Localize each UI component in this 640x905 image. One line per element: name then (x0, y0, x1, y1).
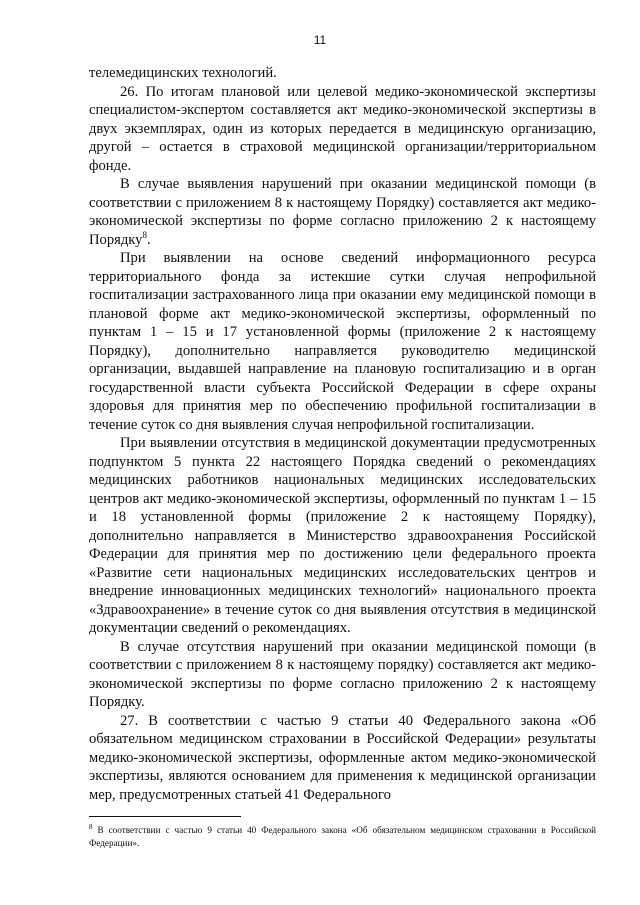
paragraph-violations (89, 175, 596, 249)
footnote-divider (89, 816, 241, 817)
paragraph-missing-documentation: При выявлении отсутствия в медицинской документации предусмотренных подпунктом 5 пункта 22 настоящего Порядка сведений о рекомендациях медицинских работников национальных медицинских исследовательских центров акт медико-экономической экспертизы, оформленный по пунктам 1 – 15 и 18 установленной формы (приложение 2 к настоящему Порядку), дополнительно направляется в Министерство здравоохранения Российской Федерации для принятия мер по достижению цели федерального проекта «Развитие сети национальных медицинских исследовательских центров и внедрение инновационных медицинских технологий» национального проекта «Здравоохранение» в течение суток со дня выявления отсутствия в медицинской документации сведений о рекомендациях. (89, 435, 596, 636)
page-number: 11 (313, 33, 327, 47)
footnote (89, 824, 596, 849)
paragraph-violations-text: В случае выявления нарушений при оказании медицинской помощи (в соответствии с приложением 8 к настоящему Порядку) составляется акт медико-экономической экспертизы по форме согласно приложению 2 к настоящему Порядку (89, 176, 596, 248)
document-body (89, 64, 596, 804)
paragraph-no-violations: В случае отсутствия нарушений при оказании медицинской помощи (в соответствии с приложением 8 к настоящему порядку) составляется акт медико-экономической экспертизы по форме согласно приложению 2 к настоящему Порядку. (89, 638, 596, 710)
paragraph-continuation: телемедицинских технологий. (89, 65, 277, 81)
paragraph-violations-end: . (146, 231, 151, 248)
paragraph-item-26: 26. По итогам плановой или целевой медико-экономической экспертизы специалистом-экспертом составляется акт медико-экономической экспертизы в двух экземплярах, один из которых передается в медицинскую организацию, другой – остается в страховой медицинской организации/территориальном фонде. (89, 83, 596, 174)
footnote-reference[interactable]: 8 (142, 229, 147, 240)
paragraph-item-27: 27. В соответствии с частью 9 статьи 40 Федерального закона «Об обязательном медицинском страховании в Российской Федерации» результаты медико-экономической экспертизы, оформленные актом медико-экономической экспертизы, являются основанием для применения к медицинской организации мер, предусмотренных статьей 41 Федерального (89, 712, 596, 803)
paragraph-nonprofile-hospitalization: При выявлении на основе сведений информационного ресурса территориального фонда за истекшие сутки случая непрофильной госпитализации застрахованного лица при оказании ему медицинской помощи в плановой форме акт медико-экономической экспертизы, оформленный по пунктам 1 – 15 и 17 установленной формы (приложение 2 к настоящему Порядку), дополнительно направляется руководителю медицинской организации, выдавшей направление на плановую госпитализацию и в орган государственной власти субъекта Российской Федерации в сфере охраны здоровья для принятия мер по обеспечению профильной госпитализации в течение суток со дня выявления случая непрофильной госпитализации. (89, 250, 596, 433)
footnote-text: В соответствии с частью 9 статьи 40 Федерального закона «Об обязательном медицинском страховании в Российской Федерации». (89, 825, 596, 848)
footnote-marker: 8 (89, 822, 93, 831)
